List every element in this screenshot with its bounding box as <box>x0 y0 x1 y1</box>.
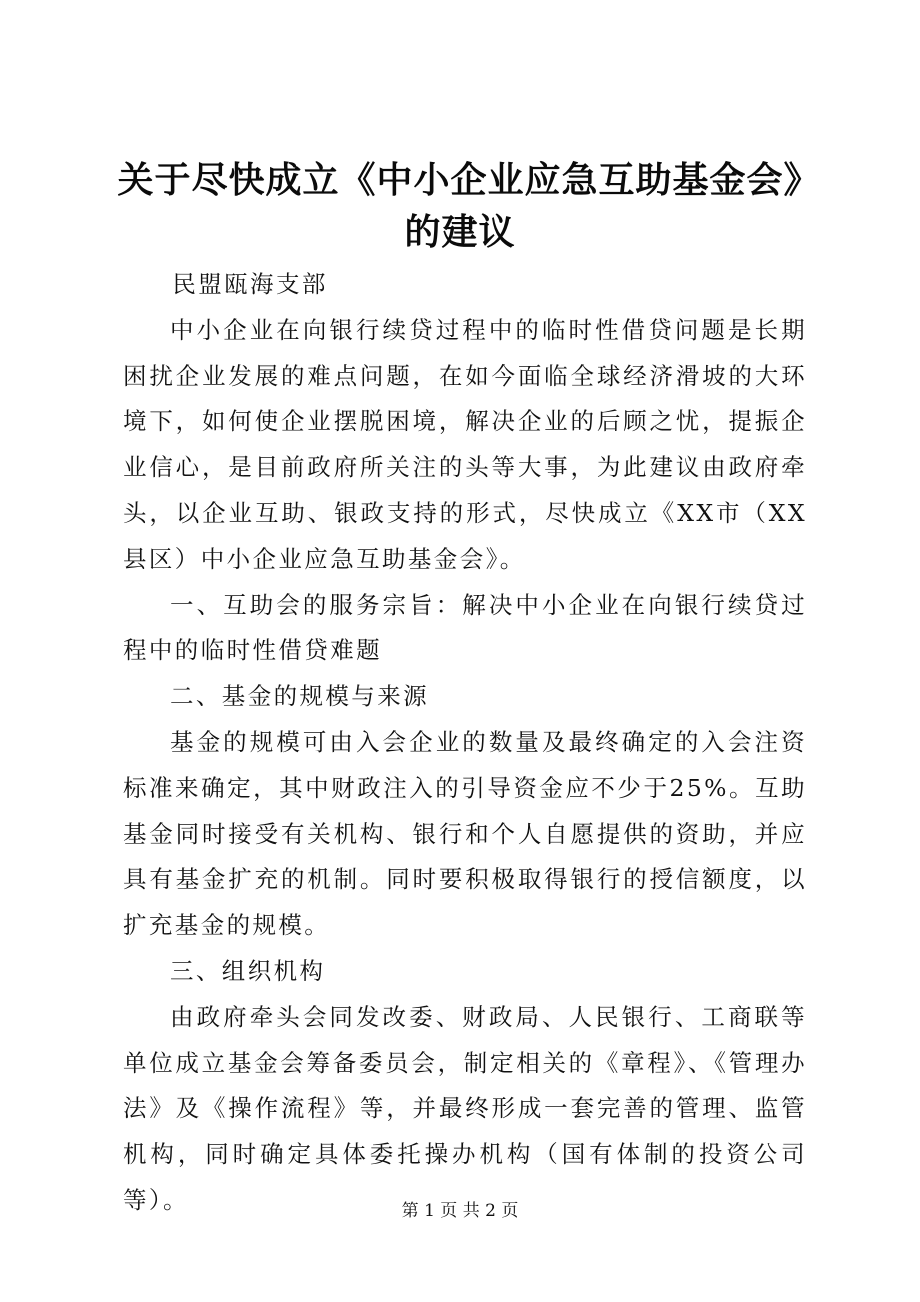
paragraph-purpose: 一、互助会的服务宗旨：解决中小企业在向银行续贷过程中的临时性借贷难题 <box>123 590 807 665</box>
section-heading-organization: 三、组织机构 <box>170 956 326 985</box>
paragraph-fund-size: 基金的规模可由入会企业的数量及最终确定的入会注资标准来确定，其中财政注入的引导资金应不少于25%。互助基金同时接受有关机构、银行和个人自愿提供的资助，并应具有基金扩充的机制。同时要积极取得银行的授信额度，以扩充基金的规模。 <box>123 727 807 940</box>
document-body <box>123 262 807 1224</box>
paragraph-intro: 中小企业在向银行续贷过程中的临时性借贷问题是长期困扰企业发展的难点问题，在如今面临全球经济滑坡的大环境下，如何使企业摆脱困境，解决企业的后顾之忧，提振企业信心，是目前政府所关注的头等大事，为此建议由政府牵头，以企业互助、银政支持的形式，尽快成立《XX市（XX县区）中小企业应急互助基金会》。 <box>123 315 807 573</box>
page-number-footer: 第 1 页 共 2 页 <box>401 1201 519 1221</box>
author-line: 民盟瓯海支部 <box>172 270 328 298</box>
section-heading-fund-size: 二、基金的规模与来源 <box>170 682 429 711</box>
document-title: 关于尽快成立《中小企业应急互助基金会》的建议 <box>117 160 803 253</box>
paragraph-organization: 由政府牵头会同发改委、财政局、人民银行、工商联等单位成立基金会筹备委员会，制定相关的《章程》、《管理办法》及《操作流程》等，并最终形成一套完善的管理、监管机构，同时确定具体委托操办机构（国有体制的投资公司等）。 <box>123 1002 807 1214</box>
